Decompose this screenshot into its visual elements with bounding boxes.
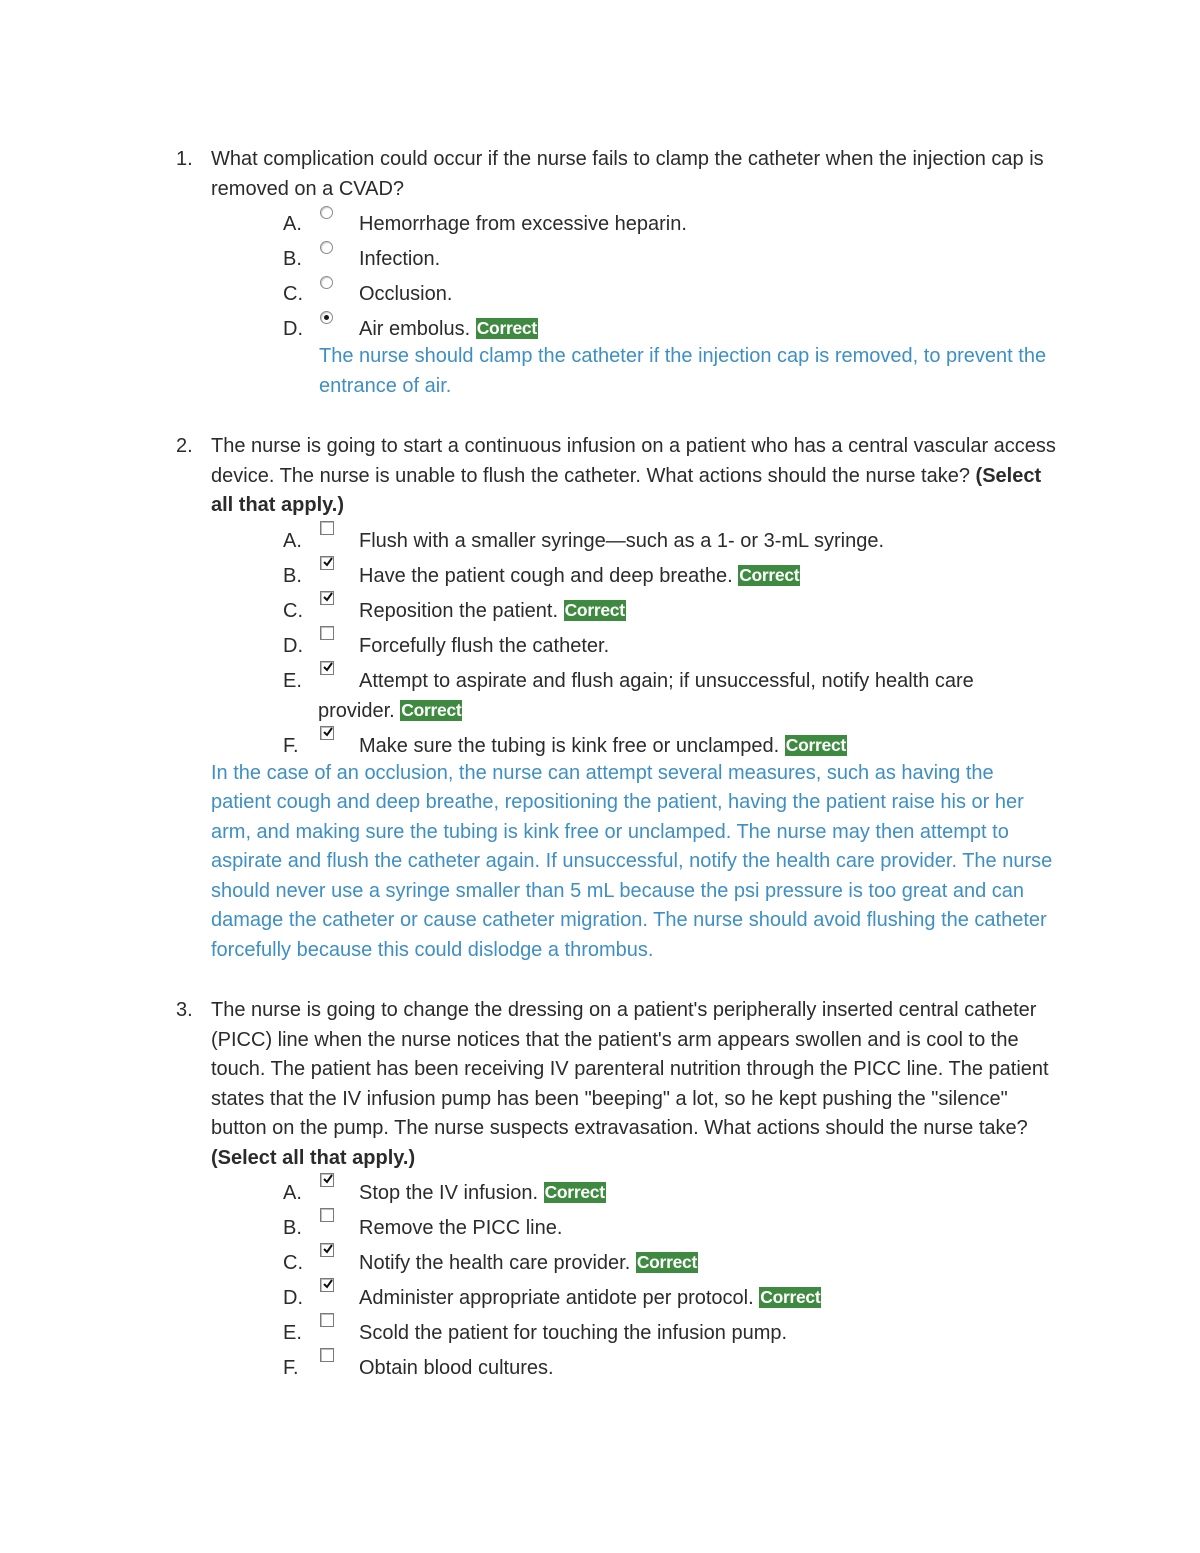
option-letter: E. [283, 1322, 302, 1344]
correct-badge: Correct [476, 318, 537, 338]
option-b[interactable] [176, 559, 1056, 594]
radio-button-selected[interactable] [320, 311, 335, 326]
question-1 [176, 145, 1056, 401]
option-e[interactable] [176, 1316, 1056, 1351]
option-letter: F. [283, 1357, 299, 1379]
option-text: Make sure the tubing is kink free or unclamped. [359, 734, 780, 757]
question-stem: The nurse is going to change the dressing on a patient's peripherally inserted central catheter (PICC) line when the nurse notices that the patient's arm appears swollen and is cool to the touch. The patient has been receiving IV parenteral nutrition through the PICC line. The patient states that the IV infusion pump has been "beeping" a lot, so he kept pushing the "silence" button on the pump. The nurse suspects extravasation. What actions should the nurse take? [211, 999, 1049, 1139]
checkmark-icon [321, 1242, 335, 1256]
option-a[interactable] [176, 1176, 1056, 1211]
question-text [211, 432, 1056, 521]
radio-button[interactable] [320, 241, 335, 256]
option-a[interactable] [176, 524, 1056, 559]
checkmark-icon [321, 1277, 335, 1291]
correct-badge: Correct [636, 1252, 697, 1272]
correct-badge: Correct [739, 564, 800, 585]
checkbox-checked[interactable] [320, 726, 335, 741]
option-text: Forcefully flush the catheter. [359, 634, 610, 657]
option-letter: C. [283, 599, 303, 622]
option-letter: E. [283, 669, 302, 692]
option-text: Occlusion. [359, 283, 453, 305]
question-number: 1. [176, 148, 193, 170]
radio-button[interactable] [320, 206, 335, 221]
radio-button[interactable] [320, 276, 335, 291]
question-number: 2. [176, 435, 193, 457]
checkbox[interactable] [320, 1208, 335, 1223]
option-text: Infection. [359, 248, 441, 270]
option-c[interactable] [176, 594, 1056, 629]
checkbox-checked[interactable] [320, 1173, 335, 1188]
checkmark-icon [321, 725, 335, 739]
option-letter: B. [283, 1217, 302, 1239]
question-stem: What complication could occur if the nurse fails to clamp the catheter when the injection cap is removed on a CVAD? [211, 148, 1044, 200]
checkbox-checked[interactable] [320, 1278, 335, 1293]
checkbox-checked[interactable] [320, 591, 335, 606]
option-text: Hemorrhage from excessive heparin. [359, 213, 687, 235]
option-text: Flush with a smaller syringe—such as a 1- or 3-mL syringe. [359, 529, 884, 552]
checkbox-checked[interactable] [320, 556, 335, 571]
option-f[interactable] [176, 1351, 1056, 1386]
option-text: Notify the health care provider. [359, 1252, 631, 1274]
option-d[interactable] [176, 1281, 1056, 1316]
checkmark-icon [321, 1172, 335, 1186]
option-b[interactable] [176, 242, 1056, 277]
option-text: Reposition the patient. [359, 599, 559, 622]
option-letter: A. [283, 529, 302, 552]
option-b[interactable] [176, 1211, 1056, 1246]
option-text: Obtain blood cultures. [359, 1357, 554, 1379]
question-text [211, 145, 1056, 204]
explanation: The nurse should clamp the catheter if the injection cap is removed, to prevent the entrance of air. [319, 345, 1047, 397]
question-2 [176, 432, 1056, 965]
option-letter: D. [283, 318, 303, 340]
checkbox[interactable] [320, 1348, 335, 1363]
checkbox-checked[interactable] [320, 1243, 335, 1258]
checkbox[interactable] [320, 521, 335, 536]
option-text: Attempt to aspirate and flush again; if unsuccessful, notify health care [359, 669, 974, 692]
option-d[interactable] [176, 312, 1056, 347]
option-letter: D. [283, 1287, 303, 1309]
correct-badge: Correct [760, 1287, 821, 1307]
option-text: Have the patient cough and deep breathe. [359, 564, 733, 587]
question-stem: The nurse is going to start a continuous infusion on a patient who has a central vascular access device. The nurse is unable to flush the catheter. What actions should the nurse take? [211, 435, 1056, 487]
question-text [211, 996, 1056, 1173]
correct-badge: Correct [401, 699, 462, 720]
answer-options [176, 207, 1056, 347]
question-3 [176, 996, 1056, 1386]
checkbox[interactable] [320, 1313, 335, 1328]
option-f[interactable] [176, 729, 1056, 764]
option-c[interactable] [176, 277, 1056, 312]
option-letter: C. [283, 1252, 303, 1274]
option-text: Stop the IV infusion. [359, 1182, 539, 1204]
checkmark-icon [321, 590, 335, 604]
correct-badge: Correct [544, 1182, 605, 1202]
correct-badge: Correct [564, 599, 625, 620]
answer-options [176, 524, 1056, 764]
explanation: In the case of an occlusion, the nurse can attempt several measures, such as having the patient cough and deep breathe, repositioning the patient, having the patient raise his or her arm, and making sure the tubing is kink free or unclamped. The nurse may then attempt to aspirate and flush the catheter again. If unsuccessful, notify the health care provider. The nurse should never use a syringe smaller than 5 mL because the psi pressure is too great and can damage the catheter or cause catheter migration. The nurse should avoid flushing the catheter forcefully because this could dislodge a thrombus. [211, 761, 1053, 961]
option-letter: A. [283, 1182, 302, 1204]
option-text: Remove the PICC line. [359, 1217, 563, 1239]
question-number: 3. [176, 999, 193, 1021]
correct-badge: Correct [785, 734, 846, 755]
option-d[interactable] [176, 629, 1056, 664]
option-text-continued [318, 696, 1056, 726]
option-text: Scold the patient for touching the infusion pump. [359, 1322, 788, 1344]
option-a[interactable] [176, 207, 1056, 242]
checkbox-checked[interactable] [320, 661, 335, 676]
select-all-instruction: (Select all that apply.) [211, 1146, 416, 1169]
option-letter: B. [283, 564, 302, 587]
option-letter: A. [283, 213, 302, 235]
checkmark-icon [321, 660, 335, 674]
option-letter: F. [283, 734, 299, 757]
option-letter: B. [283, 248, 302, 270]
checkbox[interactable] [320, 626, 335, 641]
option-text: Administer appropriate antidote per protocol. [359, 1287, 754, 1309]
select-all-instruction: (Select all that apply.) [211, 464, 1042, 516]
option-letter: C. [283, 283, 303, 305]
answer-options [176, 1176, 1056, 1386]
option-text: Air embolus. [359, 318, 471, 340]
option-e[interactable] [176, 664, 1056, 729]
option-text-tail: provider. [318, 699, 395, 722]
checkmark-icon [321, 555, 335, 569]
option-letter: D. [283, 634, 303, 657]
option-c[interactable] [176, 1246, 1056, 1281]
